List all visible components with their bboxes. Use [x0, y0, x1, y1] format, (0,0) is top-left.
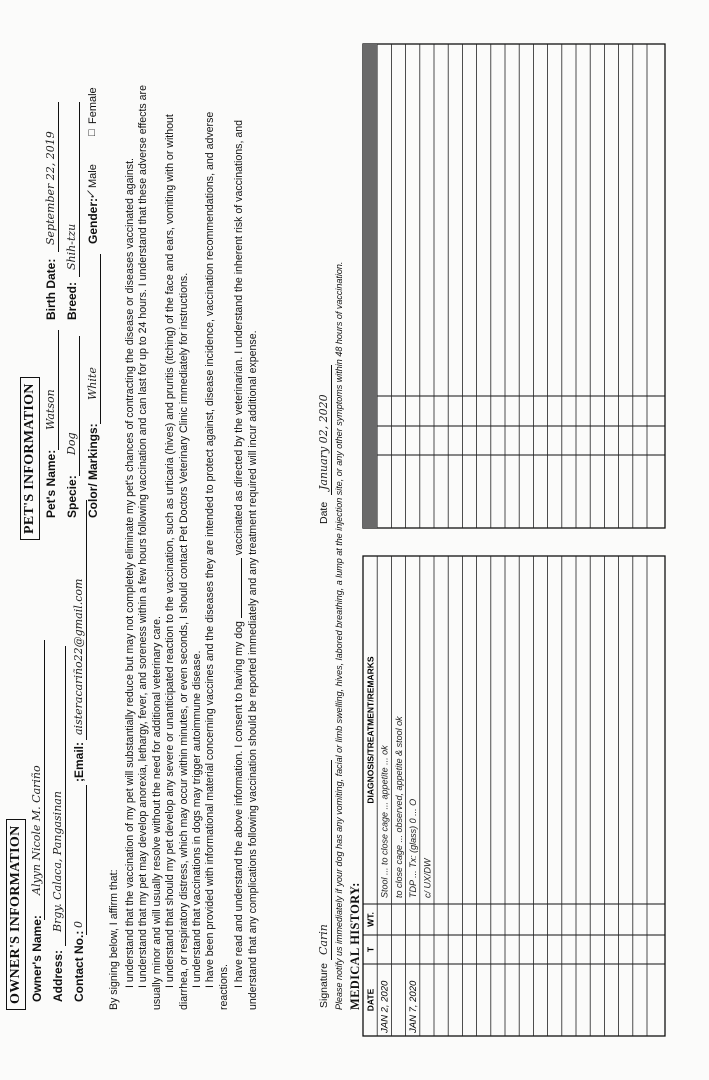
- birth-date-value[interactable]: September 22, 2019: [44, 131, 57, 245]
- consent-paragraph-6a: I have read and understand the above information. I consent to having my dog: [233, 621, 246, 988]
- species-value[interactable]: Dog: [65, 432, 78, 455]
- gender-male-checkbox[interactable]: ✓: [84, 189, 98, 200]
- species-label: Specie:: [65, 475, 79, 518]
- symptom-notice: Please notify us immediately if your dog has any vomiting, facial or limb swelling, hives, labored breathing, a lump at the injection site, or any other symptoms within 48 hours of vaccination.: [334, 261, 344, 1010]
- row-date: JAN 7, 2020: [408, 980, 420, 1033]
- address-label: Address:: [51, 949, 65, 1002]
- consent-paragraph-2: I understand that my pet may develop anorexia, lethargy, fever, and soreness within a few hours following vaccination and can last for up to 24 hours. I understand that these adverse effects are usually minor and will usually resolve without the need for additional veterinary care.: [137, 85, 163, 1010]
- row-remarks: Stool ... to close cage ... appetite ... ok: [379, 745, 390, 898]
- row-remarks: TDP ... Tx: (glass) 0 ... O: [408, 798, 419, 898]
- medical-history-heading: MEDICAL HISTORY:: [348, 882, 362, 1010]
- pet-name-label: Pet's Name:: [44, 449, 58, 518]
- column-header-diagnosis-treatment-remarks: DIAGNOSIS/TREATMENT/REMARKS: [365, 656, 376, 804]
- owner-info-heading: OWNER'S INFORMATION: [6, 819, 26, 1010]
- date-label: Date: [318, 501, 330, 524]
- gender-female-label: Female: [87, 87, 99, 124]
- birth-date-label: Birth Date:: [44, 258, 58, 320]
- gender-label: Gender:: [86, 197, 100, 244]
- owner-name-value[interactable]: Alyyn Nicole M. Cariño: [30, 765, 43, 895]
- color-label: Color/ Markings:: [86, 423, 100, 518]
- consent-paragraph-3: I understand that should my pet develop any severe or unanticipated reaction to the vaccination, such as urticaria (hives) and pruritis (itching) of the face and ears, vomiting with or without diarrhea, or respiratory distress, which may occur within minutes, or even seconds, I should contact Pet Doctors Veterinary Clinic immediately for instructions.: [164, 114, 190, 1010]
- breed-label: Breed:: [65, 281, 79, 320]
- column-header-t: T: [365, 946, 376, 953]
- breed-value[interactable]: Shih-tzu: [65, 223, 78, 270]
- color-value[interactable]: White: [86, 367, 99, 400]
- email-value[interactable]: aisteracariño22@gmail.com: [72, 578, 85, 735]
- consent-paragraph-6b: vaccinated as directed by the veterinarian. I understand the inherent risk of vaccinations, and understand that any complications following vaccination should be reported immediately and any treatment required will incur additional expense.: [233, 120, 259, 1010]
- date-value[interactable]: January 02, 2020: [317, 394, 330, 490]
- email-label: ;Email:: [72, 741, 86, 782]
- signature-value[interactable]: Carin: [317, 924, 330, 955]
- consent-paragraph-1: I understand that the vaccination of my pet will substantially reduce but may not completely eliminate my pet's chances of contracting the disease or diseases vaccinated against.: [124, 158, 136, 988]
- signature-label: Signature: [318, 963, 330, 1008]
- address-value[interactable]: Brgy. Calaca, Pangasinan: [51, 791, 64, 932]
- column-header-wt-: WT.: [365, 912, 376, 927]
- row-remarks: to close cage ... observed, appetite & stool ok: [393, 716, 404, 898]
- consent-paragraph-5: I have been provided with informational material concerning vaccines and the diseases they are intended to protect against, disease incidence, vaccination recommendations, and adverse reactions.: [204, 111, 230, 1010]
- gender-female-checkbox[interactable]: □: [86, 129, 98, 136]
- pet-info-heading: PET'S INFORMATION: [20, 377, 40, 540]
- gender-male-label: Male: [87, 164, 99, 188]
- row-date: JAN 2, 2020: [379, 980, 391, 1033]
- contact-value[interactable]: 0: [72, 921, 85, 928]
- consent-paragraph-4: I understand that vaccinations in dogs may trigger autoimmune disease.: [191, 650, 204, 988]
- consent-intro: By signing below, I affirm that:: [108, 869, 120, 1010]
- pet-name-value[interactable]: Watson: [44, 389, 57, 430]
- row-remarks: c/ UX/DW: [422, 858, 433, 898]
- column-header-date: DATE: [365, 988, 376, 1012]
- contact-label: Contact No.:: [72, 930, 86, 1002]
- owner-name-label: Owner's Name:: [30, 915, 44, 1002]
- table-right-header-faded: [363, 44, 377, 528]
